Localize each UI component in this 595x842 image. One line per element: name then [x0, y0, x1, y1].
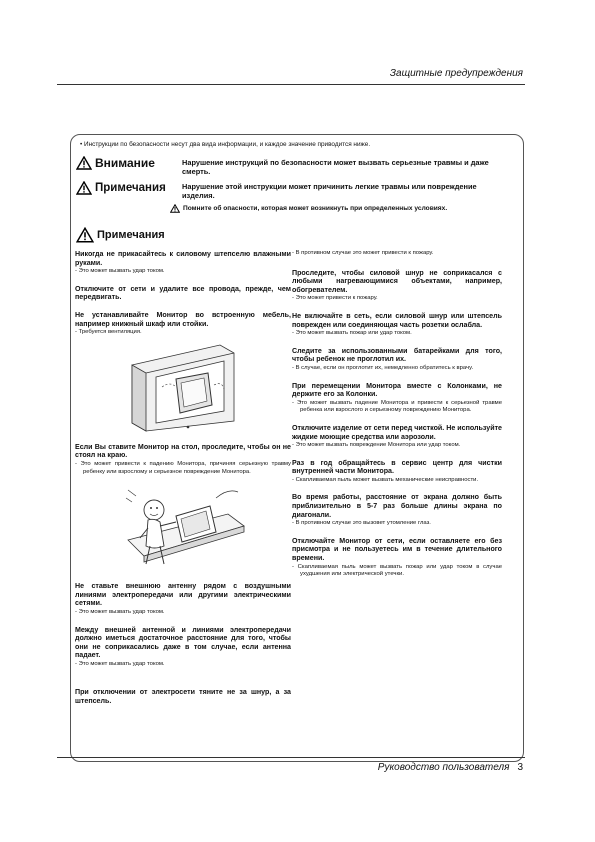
- item-heading: Никогда не прикасайтесь к силовому штепселю влажными руками.: [75, 250, 291, 267]
- safety-item: [75, 626, 291, 669]
- item-note: - Это может вызвать пожар или удар током.: [292, 330, 412, 337]
- item-note: - Это может вызвать удар током.: [75, 660, 165, 667]
- safety-item: [292, 347, 502, 373]
- item-note: - Это может привести к пожару.: [292, 295, 378, 302]
- item-heading: Не ставьте внешнюю антенну рядом с воздушными линиями электропередачи или другими электрическими сетями.: [75, 582, 291, 608]
- safety-item: [292, 459, 502, 485]
- item-note: - Требуется вентиляция.: [75, 329, 142, 336]
- header-rule: [57, 84, 525, 85]
- warning-term-label: Внимание: [95, 156, 155, 170]
- safety-item: [75, 688, 291, 705]
- warning-triangle-icon: [76, 227, 94, 243]
- warning-triangle-icon: [76, 156, 92, 170]
- section-title: [76, 227, 165, 243]
- item-heading: Отключите изделие от сети перед чисткой. Не используйте жидкие моющие средства или аэрозоли.: [292, 423, 502, 441]
- safety-item: [292, 424, 502, 450]
- item-note: - Скапливаемая пыль может вызвать пожар или удар током в случае ухудшения или электрической утечки.: [292, 563, 502, 578]
- item-note: - Это может вызвать удар током.: [75, 268, 165, 275]
- page-header-title: Защитные предупреждения: [389, 68, 523, 79]
- item-heading: Не включайте в сеть, если силовой шнур или штепсель поврежден или соединяющая часть розетки ослабла.: [292, 311, 502, 329]
- safety-item: [292, 312, 502, 338]
- item-note: - Это может вызвать падение Монитора и привести к серьезной травме ребенка или взрослого и серьезному повреждению Монитора.: [292, 399, 502, 414]
- warning-desc: Нарушение этой инструкции может причинить легкие травмы или повреждение изделия.: [182, 182, 477, 201]
- footer-title: Руководство пользователя: [377, 762, 510, 773]
- page-footer: [378, 762, 523, 773]
- item-note: - В противном случае это вызовет утомление глаз.: [292, 520, 431, 527]
- item-note: - В противном случае это может привести к пожару.: [292, 250, 434, 256]
- item-heading: Между внешней антенной и линиями электропередачи должно иметься достаточное расстояние для того, чтобы они не соприкасались даже в том случае, если антенна падает.: [75, 625, 291, 660]
- safety-item: [292, 382, 502, 415]
- intro-text: • Инструкции по безопасности несут два вида информации, и каждое значение приводится ниже.: [80, 141, 371, 148]
- safety-item: [292, 250, 502, 258]
- safety-item: [292, 269, 502, 303]
- item-heading: Раз в год обращайтесь в сервис центр для чистки внутренней части Монитора.: [292, 458, 502, 476]
- item-heading: Во время работы, расстояние от экрана должно быть приблизительно в 5-7 раз больше длины экрана по диагонали.: [292, 493, 502, 519]
- safety-item: [292, 493, 502, 527]
- item-heading: При отключении от электросети тяните не за шнур, а за штепсель.: [75, 688, 291, 706]
- warning-term: [76, 156, 155, 170]
- item-note: - Это может вызвать повреждение Монитора или удар током.: [292, 442, 461, 449]
- item-heading: Проследите, чтобы силовой шнур не соприкасался с любыми нагревающимися объектами, например, обогревателем.: [292, 268, 502, 294]
- safety-item: [75, 285, 291, 302]
- item-heading: Отключите от сети и удалите все провода, прежде, чем передвигать.: [75, 284, 291, 302]
- section-title-label: Примечания: [97, 229, 165, 241]
- item-heading: Если Вы ставите Монитор на стол, проследите, чтобы он не стоял на краю.: [75, 442, 291, 460]
- page-number: 3: [517, 762, 523, 773]
- warning-triangle-icon: [170, 204, 180, 213]
- item-heading: Отключайте Монитор от сети, если оставляете его без присмотра и не пользуетесь им в течение длительного времени.: [292, 536, 502, 563]
- item-note: - В случае, если он проглотит их, немедленно обратитесь к врачу.: [292, 364, 474, 371]
- item-heading: Не устанавливайте Монитор во встроенную мебель, например книжный шкаф или стойки.: [75, 310, 291, 328]
- warning-term: [76, 181, 166, 195]
- falling-monitor-child-illustration: [118, 480, 248, 572]
- cabinet-monitor-illustration: [128, 341, 238, 433]
- item-note: - Это может вызвать удар током.: [75, 608, 165, 615]
- warning-term-label: Примечания: [95, 182, 166, 194]
- safety-item: [75, 250, 291, 276]
- warning-desc: Нарушение инструкций по безопасности может вызвать серьезные травмы и даже смерть.: [182, 158, 489, 177]
- remember-note: [170, 204, 447, 213]
- item-note: - Это может привести к падению Монитора, причиняя серьезную травму ребенку или взрослому и серьезное повреждение Монитора.: [75, 460, 291, 475]
- warning-triangle-icon: [76, 181, 92, 195]
- item-heading: При перемещении Монитора вместе с Колонками, не держите его за Колонки.: [292, 381, 502, 399]
- safety-item: [75, 443, 291, 476]
- item-note: - Скапливаемая пыль может вызвать механические неисправности.: [292, 476, 479, 483]
- safety-item: [75, 582, 291, 616]
- safety-item: [75, 311, 291, 337]
- item-heading: Следите за использованными батарейками для того, чтобы ребенок не проглотил их.: [292, 346, 502, 364]
- footer-rule: [57, 757, 525, 758]
- left-column: [75, 250, 291, 715]
- right-column: [292, 250, 502, 588]
- safety-item: [292, 537, 502, 579]
- remember-text: Помните об опасности, которая может возникнуть при определенных условиях.: [183, 205, 448, 212]
